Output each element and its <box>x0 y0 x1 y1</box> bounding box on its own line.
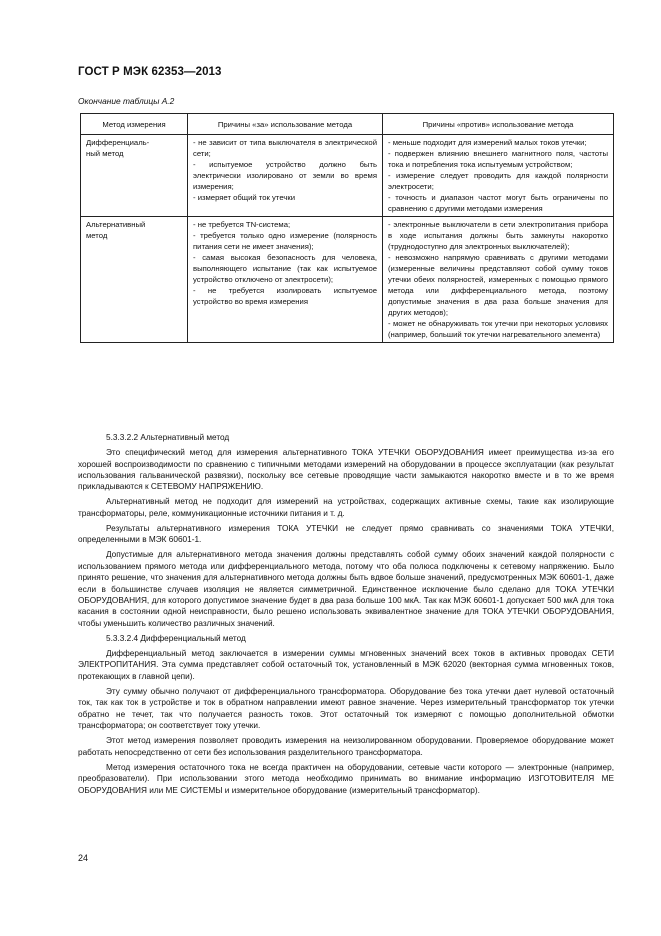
cons-item: - меньше подходит для измерений малых токов утечки; <box>388 138 587 147</box>
paragraph: Это специфический метод для измерения альтернативного ТОКА УТЕЧКИ ОБОРУДОВАНИЯ имеет преимущества из-за его хорошей воспроизводимости по сравнению с типичными методами измерений на оборудовании в процессе эксплуатации (как результат использования гальванической развязки), поскольку все сетевые проводящие части замыкаются накоротко вместе и в то же время прикладываются к СЕТЕВОМУ НАПРЯЖЕНИЮ. <box>78 448 614 492</box>
table-row <box>81 135 614 217</box>
pros-item: - самая высокая безопасность для человека, выполняющего испытание (так как испытуемое устройство отключено от электросети); <box>193 253 377 284</box>
method-line: ный метод <box>86 149 124 158</box>
cell-pros <box>188 217 383 343</box>
cons-item: - подвержен влиянию внешнего магнитного поля, частоты тока и потребления тока испытуемым устройством; <box>388 149 608 169</box>
pros-item: - не требуется изолировать испытуемое устройство во время измерения <box>193 286 377 306</box>
cons-item: - измерение следует проводить для каждой полярности электросети; <box>388 171 608 191</box>
method-line: Альтернативный <box>86 220 146 229</box>
paragraph: Дифференциальный метод заключается в измерении суммы мгновенных значений всех токов в активных проводах СЕТИ ЭЛЕКТРОПИТАНИЯ. Эта сумма представляет собой остаточный ток, установленный в МЭК 62020 (векторная сумма мгновенных токов, протекающих в главной цепи). <box>78 649 614 681</box>
pros-item: - измеряет общий ток утечки <box>193 193 296 202</box>
cell-pros <box>188 135 383 217</box>
cell-method <box>81 217 188 343</box>
pros-item: - требуется только одно измерение (полярность питания сети не имеет значения); <box>193 231 377 251</box>
method-line: метод <box>86 231 108 240</box>
col-header-pros: Причины «за» использование метода <box>188 114 383 135</box>
section-heading: 5.3.3.2.2 Альтернативный метод <box>106 433 230 442</box>
cell-cons <box>383 217 614 343</box>
paragraph: Эту сумму обычно получают от дифференциального трансформатора. Оборудование без тока утечки дает нулевой остаточный ток, так как ток в устройстве и ток в обратном направлении имеют равное значение. Через измерительный трансформатор ток утечки обратно не течет, так что получается разность токов. Этот остаточный ток измеряют с помощью дополнительной обмотки трансформатора; он соответствует току утечки. <box>78 686 614 731</box>
paragraph: Результаты альтернативного измерения ТОКА УТЕЧКИ не следует прямо сравнивать со значениями ТОКА УТЕЧКИ, определенными в МЭК 60601-1. <box>78 523 614 545</box>
cons-item: - точность и диапазон частот могут быть ограничены по сравнению с другими методами измерения <box>388 193 608 213</box>
table-header-row <box>81 114 614 135</box>
table-caption: Окончание таблицы А.2 <box>78 96 175 106</box>
col-header-cons: Причины «против» использование метода <box>383 114 614 135</box>
pros-item: - испытуемое устройство должно быть электрически изолировано от земли во время измерения; <box>193 160 377 191</box>
paragraph: Метод измерения остаточного тока не всегда практичен на оборудовании, сетевые части которого — электронные (например, преобразователи). При использовании этого метода необходимо принимать во внимание информацию ИЗГОТОВИТЕЛЯ МЕ ОБОРУДОВАНИЯ или МЕ СИСТЕМЫ и измерительное оборудование (измерительный трансформатор). <box>78 762 614 795</box>
pros-item: - не требуется TN-система; <box>193 220 291 229</box>
paragraph: Этот метод измерения позволяет проводить измерения на неизолированном оборудовании. Проверяемое оборудование может работать непосредственно от сети без использования разделительного трансформатора. <box>78 736 614 757</box>
col-header-method: Метод измерения <box>81 114 188 135</box>
cell-cons <box>383 135 614 217</box>
body-text <box>78 432 614 800</box>
paragraph: Допустимые для альтернативного метода значения должны представлять собой сумму обоих значений каждой полярности с использованием прямого метода или дифференциального метода, потому что оба полюса подключены к сетевому напряжению. Было принято решение, что значения для альтернативного метода должны быть вдвое больше значений, предусмотренных МЭК 60601-1, даже если в большинстве случаев изоляция не является симметричной. Единственное исключение было сделано для ТОКА УТЕЧКИ ОБОРУДОВАНИЯ, для которого допустимое значение будет в два раза больше 100 мкА. Так как МЭК 60601-1 допускает 500 мкА для тока касания в состоянии одной неисправности, было решено использовать эквивалентное значение для ТОКА УТЕЧКИ ОБОРУДОВАНИЯ, чтобы уменьшить количество различных значений. <box>78 550 614 628</box>
cell-method <box>81 135 188 217</box>
cons-item: - невозможно напрямую сравнивать с другими методами (измеренные величины представляют собой сумму токов утечки обеих полярностей, измеренных с помощью прямого метода или дифференциального метода, поэтому допустимые значения в два раза больше значения для других методов); <box>388 253 608 317</box>
method-line: Дифференциаль- <box>86 138 150 147</box>
document-header: ГОСТ Р МЭК 62353—2013 <box>78 66 222 78</box>
paragraph: Альтернативный метод не подходит для измерений на устройствах, содержащих активные схемы, такие как изолирующие трансформаторы, реле, коммуникационные источники питания и т. д. <box>78 497 614 518</box>
cons-item: - электронные выключатели в сети электропитания прибора в ходе испытания должны быть замкнуты накоротко (труднодоступно для электронных выключателей); <box>388 220 608 251</box>
table-row <box>81 217 614 343</box>
cons-item: - может не обнаруживать ток утечки при некоторых условиях (например, больший ток утечки нагревательного элемента) <box>388 319 608 339</box>
comparison-table <box>80 113 614 343</box>
pros-item: - не зависит от типа выключателя в электрической сети; <box>193 138 377 158</box>
section-heading: 5.3.3.2.4 Дифференциальный метод <box>106 633 246 643</box>
page-number: 24 <box>78 853 89 863</box>
